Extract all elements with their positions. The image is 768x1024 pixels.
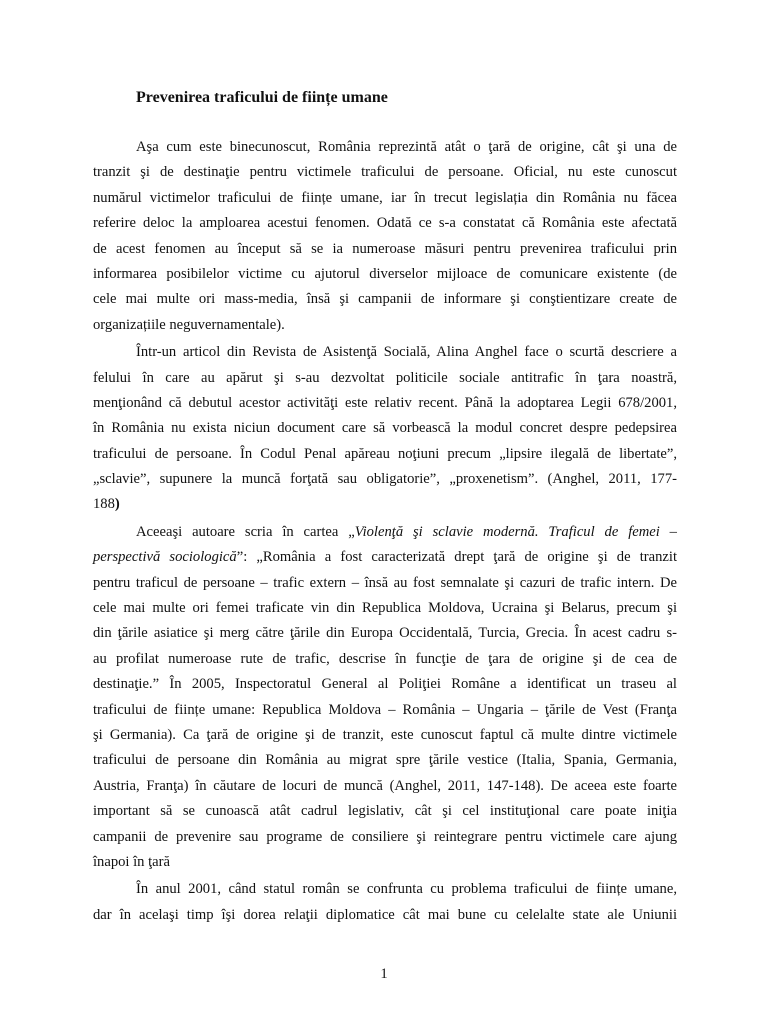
paragraph-line: destinaţie.” În 2005, Inspectoratul General al Poliţiei Române a identificat un traseu al bbox=[93, 676, 677, 693]
paragraph-line: Într-un articol din Revista de Asistenţă Socială, Alina Anghel face o scurtă descriere a bbox=[136, 344, 677, 361]
paragraph-line: în România nu exista niciun document care să vorbească la modul concret despre pedepsirea bbox=[93, 420, 677, 437]
paragraph-line: organizațiile neguvernamentale). bbox=[93, 316, 285, 333]
paragraph-line-text: ”: „România a fost caracterizată drept ţară de origine şi de tranzit bbox=[236, 549, 677, 566]
book-title-part-2: perspectivă sociologică bbox=[93, 549, 237, 566]
paragraph-line: menţionând că debutul acestor activităţi este relativ recent. Până la adoptarea Legii 678/2001, bbox=[93, 394, 677, 411]
paragraph-line: campanii de prevenire sau programe de consiliere şi reintegrare pentru victimele care ajung bbox=[93, 828, 677, 845]
paragraph-line: cele mai multe ori mass-media, însă şi campanii de informare şi conştientizare create de bbox=[93, 291, 677, 308]
paragraph-line: din ţările asiatice şi merg către ţările din Europa Occidentală, Turcia, Grecia. În acest cadru s- bbox=[93, 625, 677, 642]
paragraph-line bbox=[93, 492, 677, 517]
paragraph-3 bbox=[93, 520, 677, 875]
paragraph-line bbox=[93, 520, 677, 545]
book-title-part-1: Violenţă şi sclavie modernă. Traficul de femei – bbox=[354, 523, 677, 540]
paragraph-line: traficului de ființe umane: Republica Moldova – România – Ungaria – ţările de Vest (Franţa bbox=[93, 701, 677, 718]
paragraph-line: În anul 2001, când statul român se confrunta cu problema traficului de ființe umane, bbox=[136, 881, 677, 898]
paragraph-line: „sclavie”, supunere la muncă forţată sau obligatorie”, „proxenetism”. (Anghel, 2011, 177- bbox=[93, 471, 677, 488]
paragraph-line: dar în acelaşi timp îşi dorea relaţii diplomatice cât mai bune cu celelalte state ale Uniunii bbox=[93, 906, 677, 923]
closing-parenthesis: ) bbox=[114, 496, 120, 513]
paragraph-line: de acest fenomen au început să se ia numeroase măsuri pentru prevenirea traficului prin bbox=[93, 240, 677, 257]
paragraph-line: referire deloc la amploarea acestui fenomen. Odată ce s-a constatat că România este afectată bbox=[93, 215, 677, 232]
paragraph-2 bbox=[93, 340, 677, 518]
paragraph-line: traficului de persoane din România au migrat spre ţările vestice (Italia, Spania, Germania, bbox=[93, 752, 677, 769]
paragraph-line-text: 188 bbox=[93, 496, 115, 513]
paragraph-line: informarea posibilelor victime cu ajutorul diverselor mijloace de comunicare existente (de bbox=[93, 265, 677, 282]
paragraph-line: Austria, Franţa) în căutare de locuri de muncă (Anghel, 2011, 147-148). De aceea este foarte bbox=[93, 777, 677, 794]
paragraph-4 bbox=[93, 877, 677, 928]
paragraph-line bbox=[93, 545, 677, 570]
paragraph-line: au profilat numeroase rute de trafic, descrise în funcţie de ţara de origine şi de cea de bbox=[93, 650, 677, 667]
document-body bbox=[93, 87, 677, 930]
paragraph-line: Aşa cum este binecunoscut, România reprezintă atât o ţară de origine, cât şi una de bbox=[136, 139, 677, 155]
document-title: Prevenirea traficului de ființe umane bbox=[136, 89, 388, 106]
paragraph-line-text: Aceeaşi autoare scria în cartea „ bbox=[136, 523, 355, 540]
paragraph-1 bbox=[93, 135, 677, 338]
paragraph-line: numărul victimelor traficului de ființe umane, iar în trecut legislația din România nu făcea bbox=[93, 189, 677, 206]
paragraph-line: şi Germania). Ca ţară de origine şi de tranzit, este cunoscut faptul că multe dintre victimele bbox=[93, 726, 677, 743]
paragraph-line: important să se cunoască atât cadrul legislativ, cât şi cel instituţional care poate iniţia bbox=[93, 803, 677, 820]
paragraph-line: felului în care au apărut şi s-au dezvoltat politicile sociale antitrafic în ţara noastră, bbox=[93, 369, 677, 386]
paragraph-line: pentru traficul de persoane – trafic extern – însă au fost semnalate şi cazuri de trafic intern. De bbox=[93, 574, 677, 591]
page-number: 1 bbox=[380, 966, 388, 982]
paragraph-line: traficului de persoane. În Codul Penal apăreau noţiuni precum „lipsire ilegală de libertate”, bbox=[93, 445, 677, 462]
paragraph-line: tranzit şi de destinaţie pentru victimele traficului de persoane. Oficial, nu este cunoscut bbox=[93, 164, 677, 181]
paragraph-line: înapoi în ţară bbox=[93, 853, 170, 870]
paragraph-line: cele mai multe ori femei traficate vin din Republica Moldova, Ucraina şi Belarus, precum şi bbox=[93, 600, 677, 617]
